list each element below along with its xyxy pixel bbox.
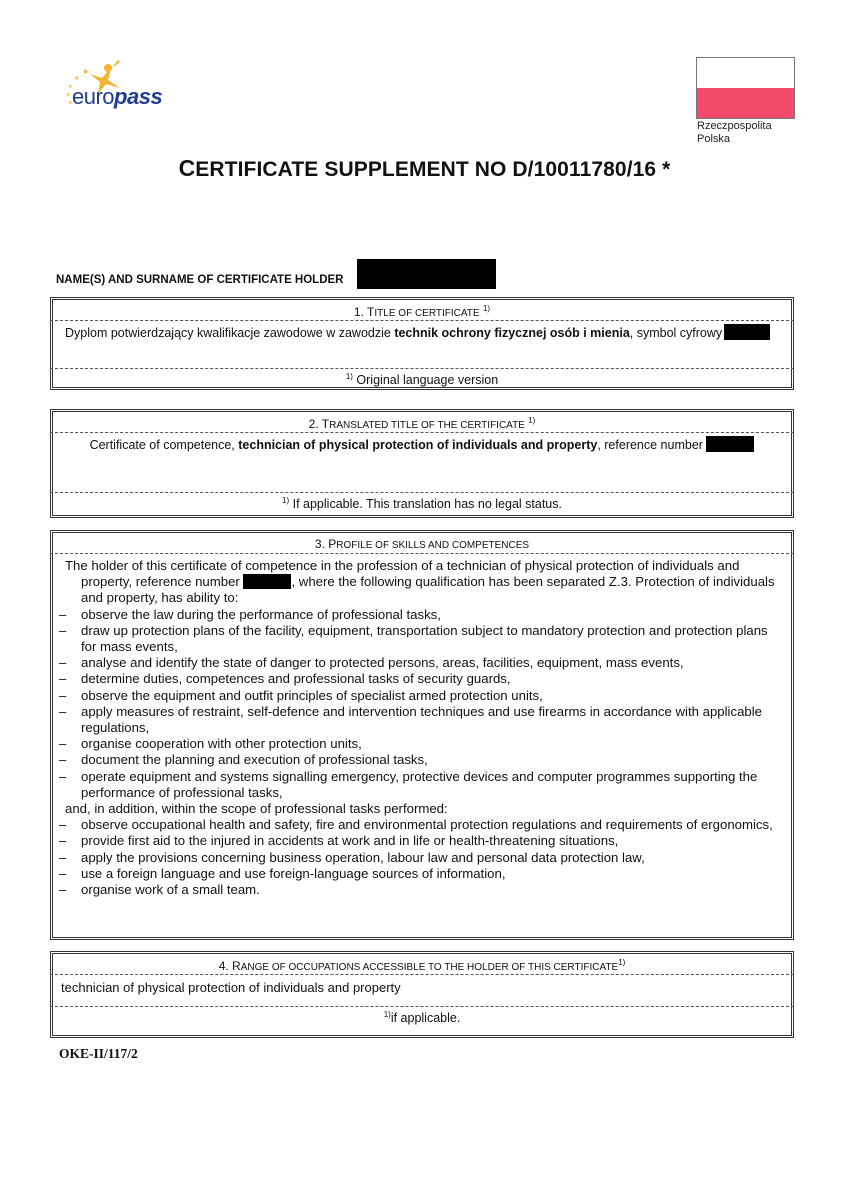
- section-footnote: $^{1)}$if applicable.: [383, 1010, 461, 1026]
- flag-caption-line1: Rzeczpospolita: [697, 120, 772, 132]
- section-heading: 1. TITLE OF CERTIFICATE $^{1)}$: [353, 304, 491, 319]
- skill-list-item: – operate equipment and systems signalling emergency, protective devices and computer programmes supporting the performance of professional tasks,: [65, 769, 781, 801]
- page-title: CERTIFICATE SUPPLEMENT NO D/10011780/16 *: [178, 155, 671, 181]
- europass-wordmark: europass: [72, 84, 163, 109]
- occupation-text: technician of physical protection of individuals and property: [61, 980, 401, 995]
- skill-list-item: – document the planning and execution of professional tasks,: [65, 752, 781, 768]
- section-range-of-occupations: [50, 951, 794, 1038]
- skill-list-item: – apply measures of restraint, self-defence and intervention techniques and use firearms in accordance with applicable regulations,: [65, 704, 781, 736]
- skill-list-item: – provide first aid to the injured in accidents at work and in life or health-threatening situations,: [65, 833, 781, 849]
- skill-list-item: – draw up protection plans of the facility, equipment, transportation subject to mandatory protection and protection plans for mass events,: [65, 623, 781, 655]
- svg-text:★: ★: [74, 76, 80, 82]
- skills-middle-text: and, in addition, within the scope of professional tasks performed:: [65, 801, 448, 817]
- skill-list-item: – observe occupational health and safety, fire and environmental protection regulations and requirements of ergonomics,: [65, 817, 781, 833]
- skills-body: [53, 554, 791, 898]
- redacted-reference-number: [706, 436, 754, 452]
- form-code: OKE-II/117/2: [59, 1046, 138, 1061]
- svg-text:★: ★: [68, 100, 73, 106]
- certificate-title-original: Dyplom potwierdzający kwalifikacje zawodowe w zawodzie technik ochrony fizycznej osób i mienia, symbol cyfrowy: [53, 321, 791, 368]
- section-heading: 2. TRANSLATED TITLE OF THE CERTIFICATE $^{1)}$: [308, 416, 536, 431]
- svg-text:★: ★: [68, 84, 73, 90]
- section-heading: 4. RANGE OF OCCUPATIONS ACCESSIBLE TO THE HOLDER OF THIS CERTIFICATE$^{1)}$: [218, 958, 626, 973]
- skills-list-additional: [65, 817, 781, 898]
- skill-list-item: – organise work of a small team.: [65, 882, 781, 898]
- skill-list-item: – observe the law during the performance of professional tasks,: [65, 607, 781, 623]
- flag-caption-line2: Polska: [697, 133, 731, 145]
- section-footnote: $^{1)}$ Original language version: [345, 372, 499, 388]
- skill-list-item: – apply the provisions concerning business operation, labour law and personal data protection law,: [65, 850, 781, 866]
- skill-list-item: – organise cooperation with other protection units,: [65, 736, 781, 752]
- certificate-title-translated: Certificate of competence, technician of physical protection of individuals and property, reference number: [53, 433, 791, 492]
- europass-logo: [62, 58, 172, 118]
- skill-list-item: – analyse and identify the state of danger to protected persons, areas, facilities, equipment, mass events,: [65, 655, 781, 671]
- skill-list-item: – determine duties, competences and professional tasks of security guards,: [65, 671, 781, 687]
- redacted-reference-number: [243, 574, 291, 589]
- skill-list-item: – use a foreign language and use foreign-language sources of information,: [65, 866, 781, 882]
- section-heading: 3. PROFILE OF SKILLS AND COMPETENCES: [314, 537, 530, 551]
- svg-text:★: ★: [82, 67, 90, 76]
- skill-list-item: – observe the equipment and outfit principles of specialist armed protection units,: [65, 688, 781, 704]
- holder-name-label: NAME(S) AND SURNAME OF CERTIFICATE HOLDER: [56, 274, 344, 286]
- redacted-holder-name: [357, 259, 496, 289]
- skills-intro: The holder of this certificate of competence in the profession of a technician of physical protection of individuals and property, reference number , where the following qualification has been separated Z.3. Protection of individuals and property, has ability to:: [65, 558, 775, 606]
- polish-flag: [696, 57, 795, 119]
- flag-white-band: [697, 58, 794, 88]
- svg-text:★: ★: [66, 92, 71, 98]
- flag-caption: [697, 120, 772, 146]
- section-profile-of-skills: [50, 530, 794, 940]
- flag-red-band: [697, 88, 794, 118]
- redacted-symbol: [724, 324, 770, 340]
- section-footnote: $^{1)}$ If applicable. This translation has no legal status.: [282, 496, 562, 512]
- section-title-of-certificate: [50, 297, 794, 390]
- skills-list: [65, 607, 781, 801]
- section-translated-title: [50, 409, 794, 518]
